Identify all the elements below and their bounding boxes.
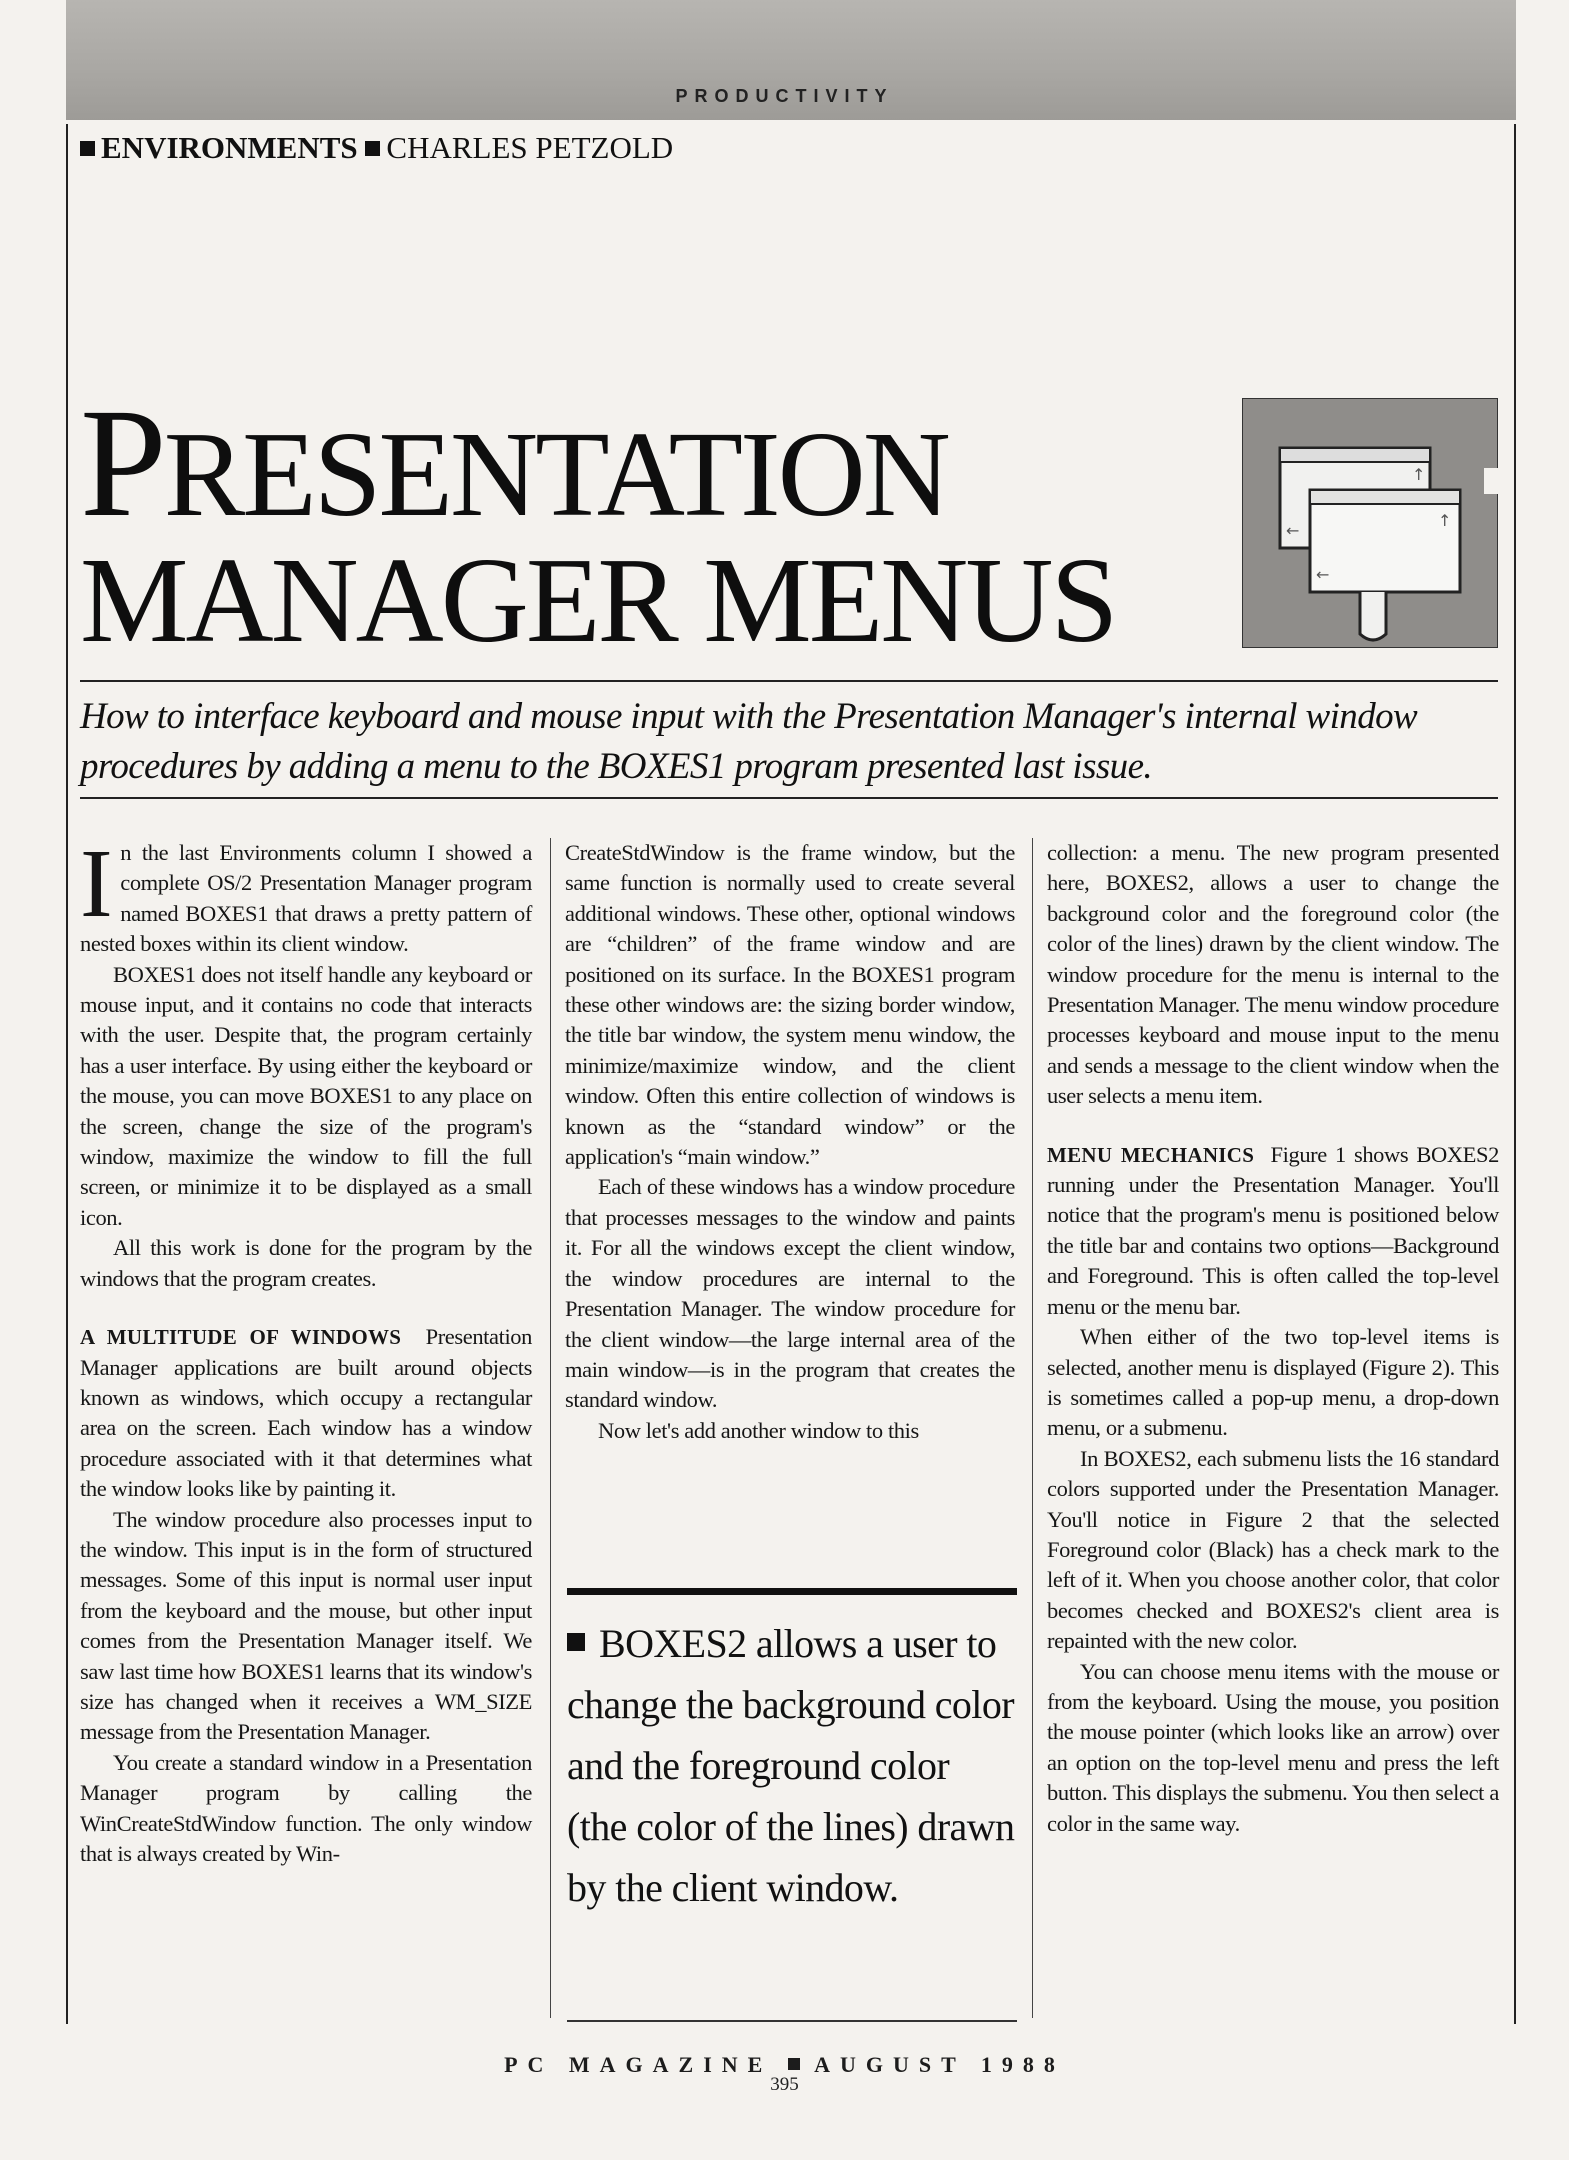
bullet-square-icon	[788, 2058, 800, 2070]
column-divider	[1032, 838, 1033, 2018]
paragraph: The window procedure also processes input to the window. This input is in the form of structured messages. Some of this input is normal user input from the keyboard and the mouse, but other input comes from the Presentation Manager itself. We saw last time how BOXES1 learns that its window's size has changed when it receives a WM_SIZE message from the Presentation Manager.	[80, 1506, 532, 1745]
up-arrow-icon: ↑	[1412, 465, 1426, 484]
paragraph: When either of the two top-level items is selected, another menu is displayed (Figure 2). This is sometimes called a pop-up menu, a drop-down menu, or a submenu.	[1047, 1324, 1499, 1441]
paragraph: You create a standard window in a Presentation Manager program by calling the WinCreateStdWindow function. The only window that is always created by Win-	[80, 1749, 532, 1866]
frame-right-rule	[1514, 124, 1516, 2024]
paragraph	[80, 830, 532, 960]
paragraph	[80, 1322, 532, 1504]
column-1	[80, 830, 533, 1869]
paragraph: collection: a menu. The new program presented here, BOXES2, allows a user to change the background color and the foreground color (the color of the lines) drawn by the client window. The window procedure for the menu is internal to the Presentation Manager. The menu window procedure processes keyboard and mouse input to the menu and sends a message to the client window when the user selects a menu item.	[1047, 840, 1499, 1109]
page-number: 395	[770, 2074, 799, 2095]
article-deck: How to interface keyboard and mouse input with the Presentation Manager's internal window procedures by adding a menu to the BOXES1 program presented last issue.	[80, 696, 1418, 787]
author-name: CHARLES PETZOLD	[386, 130, 674, 165]
paragraph: You can choose menu items with the mouse or from the keyboard. Using the mouse, you position the mouse pointer (which looks like an arrow) over an option on the top-level menu and press the left button. This displays the submenu. You then select a color in the same way.	[1047, 1658, 1499, 1836]
drop-cap: I	[80, 830, 113, 938]
illustration-notch	[1484, 468, 1498, 494]
subhead: MENU MECHANICS	[1047, 1142, 1255, 1167]
pull-quote-bottom-rule	[567, 2020, 1017, 2022]
paragraph	[1047, 1140, 1499, 1322]
column-3	[1047, 838, 1499, 1839]
column-divider	[550, 838, 551, 2018]
pull-quote	[567, 1588, 1017, 1918]
up-arrow-icon: ↑	[1438, 511, 1452, 530]
paragraph-text: Figure 1 shows BOXES2 running under the Presentation Manager. You'll notice that the program's menu is positioned below the title bar and contains two options—Background and Foreground. This is often called the top-level menu or the menu bar.	[1047, 1141, 1499, 1319]
frame-left-rule	[66, 124, 68, 2024]
window-plug-tab	[1360, 592, 1386, 640]
paragraph-text: n the last Environments column I showed a complete OS/2 Presentation Manager program named BOXES1 that draws a pretty pattern of nested boxes within its client window.	[80, 840, 532, 957]
front-window	[1310, 490, 1460, 592]
category-name: ENVIRONMENTS	[101, 130, 358, 165]
article-headline	[80, 376, 1230, 668]
paragraph: Each of these windows has a window procedure that processes messages to the window and paints it. For all the windows except the client window, the window procedures are internal to the Presentation Manager. The window procedure for the client window—the large internal area of the main window—is in the program that creates the standard window.	[565, 1174, 1015, 1413]
paragraph: In BOXES2, each submenu lists the 16 standard colors supported under the Presentation Manager. You'll notice in Figure 2 that the selected Foreground color (Black) has a check mark to the left of it. When you choose another color, that color becomes checked and BOXES2's client area is repainted with the new color.	[1047, 1445, 1499, 1654]
left-arrow-icon: ←	[1316, 565, 1330, 584]
paragraph: Now let's add another window to this	[598, 1417, 919, 1443]
pull-quote-text: BOXES2 allows a user to change the background color and the foreground color (the color of the lines) drawn by the client window.	[567, 1621, 1015, 1910]
bullet-square-icon	[365, 141, 380, 156]
left-arrow-icon: ←	[1286, 521, 1300, 540]
issue-date: AUGUST 1988	[814, 2052, 1065, 2077]
paragraph: All this work is done for the program by the windows that the program creates.	[80, 1235, 532, 1291]
front-window-titlebar	[1310, 490, 1460, 504]
section-label: PRODUCTIVITY	[675, 86, 894, 106]
magazine-name: PC MAGAZINE	[504, 2052, 773, 2077]
deck-top-rule	[80, 680, 1498, 682]
paragraph: BOXES1 does not itself handle any keyboard or mouse input, and it contains no code that interacts with the user. Despite that, the program certainly has a user interface. By using either the keyboard or the mouse, you can move BOXES1 to any place on the screen, change the size of the program's window, maximize the window to fill the full screen, or minimize it to be displayed as a small icon.	[80, 961, 532, 1230]
subhead: A MULTITUDE OF WINDOWS	[80, 1325, 402, 1350]
category-line	[80, 130, 673, 166]
overlapping-windows-illustration	[1242, 398, 1498, 648]
back-window-titlebar	[1280, 448, 1430, 462]
bullet-square-icon	[80, 141, 95, 156]
deck-bottom-rule	[80, 797, 1498, 799]
paragraph: CreateStdWindow is the frame window, but the same function is normally used to create several additional windows. These other, optional windows are “children” of the frame window and are positioned on its surface. In the BOXES1 program these other windows are: the sizing border window, the title bar window, the system menu window, the minimize/maximize window, and the client window. Often this entire collection of windows is known as the “standard window” or the application's “main window.”	[565, 840, 1015, 1170]
paragraph-text: Presentation Manager applications are built around objects known as windows, which occupy a rectangular area on the screen. Each window has a window procedure associated with it that determines what the window looks like by painting it.	[80, 1324, 533, 1502]
headline-line1: RESENTATION	[163, 407, 948, 542]
headline-line2: MANAGER MENUS	[80, 533, 1116, 668]
headline-initial: P	[80, 376, 164, 549]
column-2	[565, 838, 1015, 1446]
bullet-square-icon	[567, 1633, 585, 1651]
